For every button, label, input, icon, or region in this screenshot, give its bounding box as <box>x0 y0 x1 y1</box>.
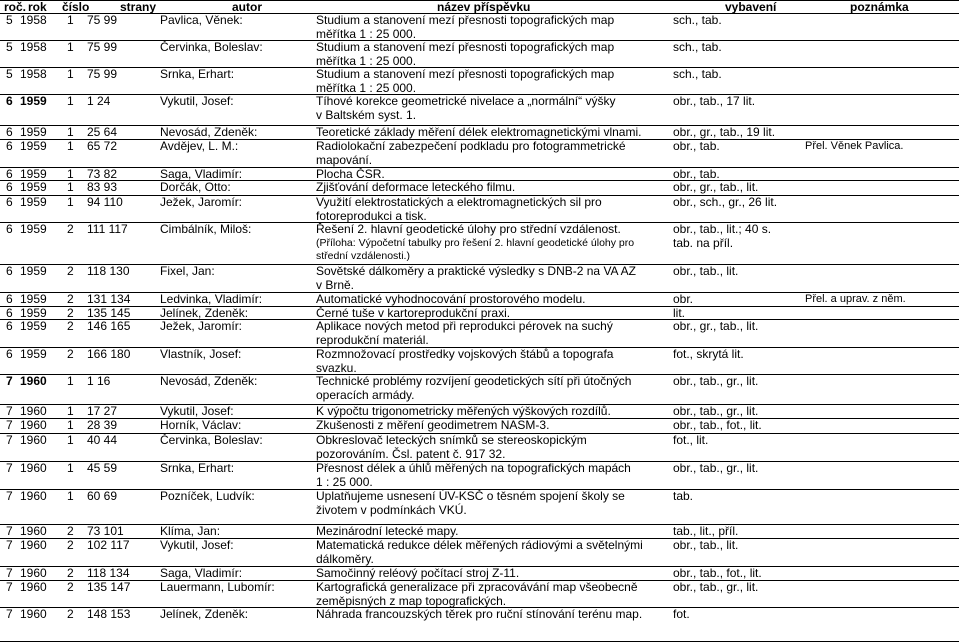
cell-cislo: 2 <box>67 524 74 538</box>
cell-vybaveni: obr. <box>673 292 694 306</box>
cell-rocnik: 7 <box>6 404 13 418</box>
cell-rok: 1958 <box>20 67 47 81</box>
cell-rok: 1959 <box>20 347 47 361</box>
table-row <box>0 462 959 490</box>
header-roc: roč. <box>4 0 27 14</box>
cell-autor: Pavlica, Věnek: <box>160 13 243 27</box>
table-row <box>0 68 959 95</box>
cell-rok: 1960 <box>20 433 47 447</box>
cell-nazev-line3: střední vzdálenosti.) <box>316 250 410 262</box>
cell-strany: 73 101 <box>87 524 124 538</box>
cell-rocnik: 7 <box>6 538 13 552</box>
cell-vybaveni: fot., lit. <box>673 433 709 447</box>
cell-rok: 1959 <box>20 222 47 236</box>
table-row <box>0 348 959 375</box>
cell-cislo: 1 <box>67 418 74 432</box>
cell-vybaveni: fot., skrytá lit. <box>673 347 744 361</box>
cell-autor: Klíma, Jan: <box>160 524 221 538</box>
cell-vybaveni: obr., tab., gr., lit. <box>673 404 759 418</box>
cell-nazev-line2: v Brně. <box>316 277 355 292</box>
cell-strany: 111 117 <box>87 222 128 236</box>
header-cislo: číslo <box>62 0 90 14</box>
cell-cislo: 1 <box>67 40 74 54</box>
cell-strany: 65 72 <box>87 139 118 153</box>
cell-nazev-line2: pozorováním. Čsl. patent č. 917 32. <box>316 446 506 461</box>
cell-autor: Saga, Vladimír: <box>160 566 243 580</box>
cell-cislo: 1 <box>67 180 74 194</box>
cell-autor: Saga, Vladimír: <box>160 167 243 181</box>
cell-rok: 1958 <box>20 40 47 54</box>
cell-rocnik: 5 <box>6 67 13 81</box>
cell-nazev: K výpočtu trigonometricky měřených výškových rozdílů. <box>316 404 611 418</box>
cell-nazev: Černé tuše v kartoreprodukční praxi. <box>316 306 511 320</box>
cell-rok: 1960 <box>20 538 47 552</box>
cell-rok: 1960 <box>20 607 47 621</box>
cell-strany: 1 24 <box>87 94 111 108</box>
cell-strany: 135 145 <box>87 306 131 320</box>
cell-strany: 28 39 <box>87 418 118 432</box>
cell-rok: 1960 <box>20 489 47 503</box>
cell-cislo: 1 <box>67 67 74 81</box>
cell-cislo: 1 <box>67 433 74 447</box>
cell-nazev: Technické problémy rozvíjení geodetických sítí při útočných <box>316 374 632 388</box>
cell-rok: 1960 <box>20 580 47 594</box>
cell-nazev-line2: 1 : 25 000. <box>316 474 373 489</box>
cell-nazev-line2: mapování. <box>316 152 373 167</box>
cell-strany: 73 82 <box>87 167 118 181</box>
cell-vybaveni: obr., tab., 17 lit. <box>673 94 756 108</box>
cell-vybaveni: lit. <box>673 306 685 320</box>
cell-autor: Jelínek, Zdeněk: <box>160 306 249 320</box>
header-autor: autor <box>232 0 262 14</box>
header-vybaveni: vybavení <box>725 0 777 14</box>
cell-rocnik: 6 <box>6 94 13 108</box>
table-row <box>0 525 959 539</box>
cell-autor: Červinka, Boleslav: <box>160 433 263 447</box>
cell-rocnik: 7 <box>6 489 13 503</box>
cell-rok: 1960 <box>20 374 47 388</box>
cell-vybaveni: obr., tab., gr., lit. <box>673 374 759 388</box>
table-row <box>0 581 959 608</box>
cell-rok: 1959 <box>20 306 47 320</box>
cell-cislo: 1 <box>67 13 74 27</box>
cell-rocnik: 7 <box>6 418 13 432</box>
cell-nazev-line2: zeměpisných z map topografických. <box>316 593 507 608</box>
cell-nazev-line2: měřítka 1 : 25 000. <box>316 80 417 95</box>
table-row <box>0 320 959 348</box>
cell-rocnik: 6 <box>6 195 13 209</box>
cell-rocnik: 7 <box>6 524 13 538</box>
cell-rocnik: 6 <box>6 125 13 139</box>
cell-nazev: Tíhové korekce geometrické nivelace a „normální“ výšky <box>316 94 616 108</box>
cell-autor: Srnka, Erhart: <box>160 67 235 81</box>
cell-nazev: Radiolokační zabezpečení podkladu pro fotogrammetrické <box>316 139 626 153</box>
cell-nazev: Studium a stanovení mezí přesnosti topografických map <box>316 13 615 27</box>
cell-nazev: Náhrada francouzských těrek pro ruční stínování terénu map. <box>316 607 643 621</box>
cell-strany: 25 64 <box>87 125 118 139</box>
cell-vybaveni: tab., lit., příl. <box>673 524 739 538</box>
cell-rocnik: 6 <box>6 347 13 361</box>
cell-cislo: 2 <box>67 580 74 594</box>
cell-autor: Horník, Václav: <box>160 418 242 432</box>
cell-vybaveni: obr., tab., fot., lit. <box>673 418 762 432</box>
cell-nazev: Samočinný reléový počítací stroj Z-11. <box>316 566 520 580</box>
cell-autor: Ježek, Jaromír: <box>160 195 243 209</box>
cell-autor: Cimbálník, Miloš: <box>160 222 252 236</box>
cell-rocnik: 5 <box>6 13 13 27</box>
cell-rocnik: 6 <box>6 319 13 333</box>
cell-autor: Avdějev, L. M.: <box>160 139 239 153</box>
header-rok: rok <box>28 0 47 14</box>
cell-nazev-line2: fotoreprodukci a tisk. <box>316 208 427 223</box>
cell-vybaveni: sch., tab. <box>673 13 722 27</box>
cell-rok: 1960 <box>20 404 47 418</box>
header-nazev: název příspěvku <box>437 0 531 14</box>
cell-vybaveni: obr., gr., tab., 19 lit. <box>673 125 776 139</box>
cell-cislo: 1 <box>67 94 74 108</box>
cell-nazev-line2: reprodukční materiál. <box>316 332 429 347</box>
cell-nazev: Zjišťování deformace leteckého filmu. <box>316 180 516 194</box>
table-row <box>0 490 959 525</box>
cell-rok: 1959 <box>20 167 47 181</box>
cell-rocnik: 7 <box>6 461 13 475</box>
cell-cislo: 2 <box>67 607 74 621</box>
cell-strany: 40 44 <box>87 433 118 447</box>
cell-cislo: 1 <box>67 125 74 139</box>
cell-autor: Vykutil, Josef: <box>160 404 234 418</box>
table-row <box>0 196 959 223</box>
table-row <box>0 265 959 293</box>
cell-cislo: 2 <box>67 264 74 278</box>
cell-cislo: 2 <box>67 347 74 361</box>
cell-nazev: Přesnost délek a úhlů měřených na topografických mapách <box>316 461 631 475</box>
cell-strany: 75 99 <box>87 13 118 27</box>
cell-poznamka: Přel. Věnek Pavlica. <box>805 140 904 152</box>
cell-cislo: 2 <box>67 538 74 552</box>
cell-nazev: Řešení 2. hlavní geodetické úlohy pro střední vzdálenost. <box>316 222 621 236</box>
cell-vybaveni: obr., tab., fot., lit. <box>673 566 762 580</box>
table-row <box>0 181 959 196</box>
cell-autor: Jelínek, Zdeněk: <box>160 607 249 621</box>
cell-rok: 1959 <box>20 180 47 194</box>
cell-nazev: Sovětské dálkoměry a praktické výsledky s DNB-2 na VA AZ <box>316 264 636 278</box>
cell-rok: 1959 <box>20 195 47 209</box>
table-header <box>0 0 959 14</box>
cell-nazev-line2: (Příloha: Výpočetní tabulky pro řešení 2. hlavní geodetické úlohy pro <box>316 236 635 249</box>
cell-nazev-line2: měřítka 1 : 25 000. <box>316 26 417 41</box>
table-row <box>0 223 959 265</box>
cell-rocnik: 6 <box>6 222 13 236</box>
cell-rocnik: 7 <box>6 566 13 580</box>
cell-nazev-line2: svazku. <box>316 360 357 375</box>
cell-autor: Ježek, Jaromír: <box>160 319 243 333</box>
table-row <box>0 293 959 307</box>
cell-cislo: 2 <box>67 222 74 236</box>
cell-nazev: Mezinárodní letecké mapy. <box>316 524 459 538</box>
cell-rocnik: 7 <box>6 607 13 621</box>
cell-strany: 118 134 <box>87 566 130 580</box>
cell-autor: Vykutil, Josef: <box>160 538 234 552</box>
cell-cislo: 2 <box>67 306 74 320</box>
table-row <box>0 567 959 581</box>
cell-nazev: Rozmnožovací prostředky vojskových štábů a topografa <box>316 347 614 361</box>
cell-autor: Srnka, Erhart: <box>160 461 235 475</box>
cell-cislo: 2 <box>67 292 74 306</box>
cell-vybaveni: obr., tab., lit. <box>673 538 739 552</box>
cell-rok: 1960 <box>20 461 47 475</box>
cell-vybaveni-line2: tab. na příl. <box>673 235 734 250</box>
cell-nazev: Teoretické základy měření délek elektromagnetickými vlnami. <box>316 125 642 139</box>
cell-autor: Nevosád, Zdeněk: <box>160 125 258 139</box>
cell-rocnik: 6 <box>6 180 13 194</box>
cell-autor: Vykutil, Josef: <box>160 94 234 108</box>
cell-rocnik: 6 <box>6 139 13 153</box>
cell-strany: 102 117 <box>87 538 130 552</box>
cell-rocnik: 5 <box>6 40 13 54</box>
cell-nazev: Obkreslovač leteckých snímků se stereoskopickým <box>316 433 587 447</box>
cell-autor: Dorčák, Otto: <box>160 180 231 194</box>
cell-rok: 1959 <box>20 139 47 153</box>
cell-autor: Vlastník, Josef: <box>160 347 242 361</box>
cell-nazev: Kartografická generalizace při zpracovávání map všeobecně <box>316 580 638 594</box>
cell-rocnik: 6 <box>6 292 13 306</box>
cell-strany: 131 134 <box>87 292 131 306</box>
cell-rok: 1958 <box>20 13 47 27</box>
cell-strany: 83 93 <box>87 180 118 194</box>
cell-strany: 75 99 <box>87 67 118 81</box>
cell-rok: 1959 <box>20 264 47 278</box>
cell-autor: Lauermann, Lubomír: <box>160 580 275 594</box>
cell-rocnik: 6 <box>6 167 13 181</box>
table-row <box>0 126 959 140</box>
table-row <box>0 434 959 462</box>
cell-rocnik: 7 <box>6 433 13 447</box>
cell-cislo: 1 <box>67 489 74 503</box>
cell-rok: 1960 <box>20 524 47 538</box>
cell-autor: Nevosád, Zdeněk: <box>160 374 258 388</box>
cell-vybaveni: obr., tab., gr., lit. <box>673 461 759 475</box>
cell-vybaveni: sch., tab. <box>673 67 722 81</box>
cell-strany: 94 110 <box>87 195 123 209</box>
cell-vybaveni: obr., tab., gr., lit. <box>673 580 759 594</box>
cell-nazev: Studium a stanovení mezí přesnosti topografických map <box>316 40 615 54</box>
cell-vybaveni: obr., gr., tab., lit. <box>673 319 759 333</box>
cell-cislo: 1 <box>67 374 74 388</box>
header-poznamka: poznámka <box>850 0 909 14</box>
cell-strany: 45 59 <box>87 461 118 475</box>
cell-nazev: Studium a stanovení mezí přesnosti topografických map <box>316 67 615 81</box>
cell-strany: 1 16 <box>87 374 111 388</box>
table-row <box>0 608 959 642</box>
cell-strany: 75 99 <box>87 40 118 54</box>
cell-vybaveni: fot. <box>673 607 690 621</box>
cell-strany: 60 69 <box>87 489 118 503</box>
cell-nazev: Automatické vyhodnocování prostorového modelu. <box>316 292 586 306</box>
cell-nazev: Zkušenosti z měření geodimetrem NASM-3. <box>316 418 550 432</box>
cell-cislo: 1 <box>67 167 74 181</box>
cell-rok: 1959 <box>20 319 47 333</box>
cell-rok: 1960 <box>20 566 47 580</box>
table-row <box>0 375 959 405</box>
cell-cislo: 1 <box>67 139 74 153</box>
cell-nazev-line2: měřítka 1 : 25 000. <box>316 53 417 68</box>
cell-vybaveni: obr., tab. <box>673 139 720 153</box>
cell-rocnik: 6 <box>6 306 13 320</box>
cell-vybaveni: obr., gr., tab., lit. <box>673 180 759 194</box>
cell-vybaveni: obr., tab. <box>673 167 720 181</box>
cell-rocnik: 7 <box>6 374 13 388</box>
cell-cislo: 2 <box>67 566 74 580</box>
table-row <box>0 95 959 126</box>
cell-autor: Ledvinka, Vladimír: <box>160 292 263 306</box>
cell-autor: Červinka, Boleslav: <box>160 40 263 54</box>
table-row <box>0 405 959 419</box>
header-strany: strany <box>120 0 157 14</box>
cell-nazev-line2: operacích armády. <box>316 387 415 402</box>
table-row <box>0 14 959 41</box>
cell-nazev: Využití elektrostatických a elektromagnetických sil pro <box>316 195 602 209</box>
cell-autor: Pozníček, Ludvík: <box>160 489 255 503</box>
cell-strany: 146 165 <box>87 319 131 333</box>
cell-nazev: Plocha ČSR. <box>316 167 385 181</box>
cell-autor: Fixel, Jan: <box>160 264 215 278</box>
table-row <box>0 419 959 434</box>
cell-cislo: 1 <box>67 195 74 209</box>
table-row <box>0 41 959 68</box>
cell-rok: 1959 <box>20 94 47 108</box>
cell-nazev: Matematická redukce délek měřených rádiovými a světelnými <box>316 538 643 552</box>
cell-rok: 1960 <box>20 418 47 432</box>
cell-strany: 135 147 <box>87 580 131 594</box>
cell-strany: 118 130 <box>87 264 130 278</box>
cell-rok: 1959 <box>20 125 47 139</box>
cell-strany: 17 27 <box>87 404 118 418</box>
cell-strany: 148 153 <box>87 607 131 621</box>
cell-vybaveni: sch., tab. <box>673 40 722 54</box>
cell-strany: 166 180 <box>87 347 131 361</box>
table-row <box>0 539 959 567</box>
cell-rok: 1959 <box>20 292 47 306</box>
cell-cislo: 1 <box>67 461 74 475</box>
cell-cislo: 2 <box>67 319 74 333</box>
table-row <box>0 140 959 168</box>
cell-vybaveni: obr., tab., lit.; 40 s. <box>673 222 772 236</box>
cell-nazev-line2: v Baltském syst. 1. <box>316 107 417 122</box>
cell-vybaveni: obr., tab., lit. <box>673 264 739 278</box>
cell-rocnik: 7 <box>6 580 13 594</box>
cell-cislo: 1 <box>67 404 74 418</box>
cell-nazev: Uplatňujeme usnesení ÚV-KSČ o těsném spojení školy se <box>316 489 625 503</box>
cell-poznamka: Přel. a uprav. z něm. <box>805 293 906 305</box>
cell-nazev-line2: životem v podmínkách VKÚ. <box>316 502 467 517</box>
cell-nazev: Aplikace nových metod při reprodukci pérovek na suchý <box>316 319 613 333</box>
cell-vybaveni: obr., sch., gr., 26 lit. <box>673 195 778 209</box>
cell-nazev-line2: dálkoměry. <box>316 551 374 566</box>
cell-vybaveni: tab. <box>673 489 694 503</box>
cell-rocnik: 6 <box>6 264 13 278</box>
